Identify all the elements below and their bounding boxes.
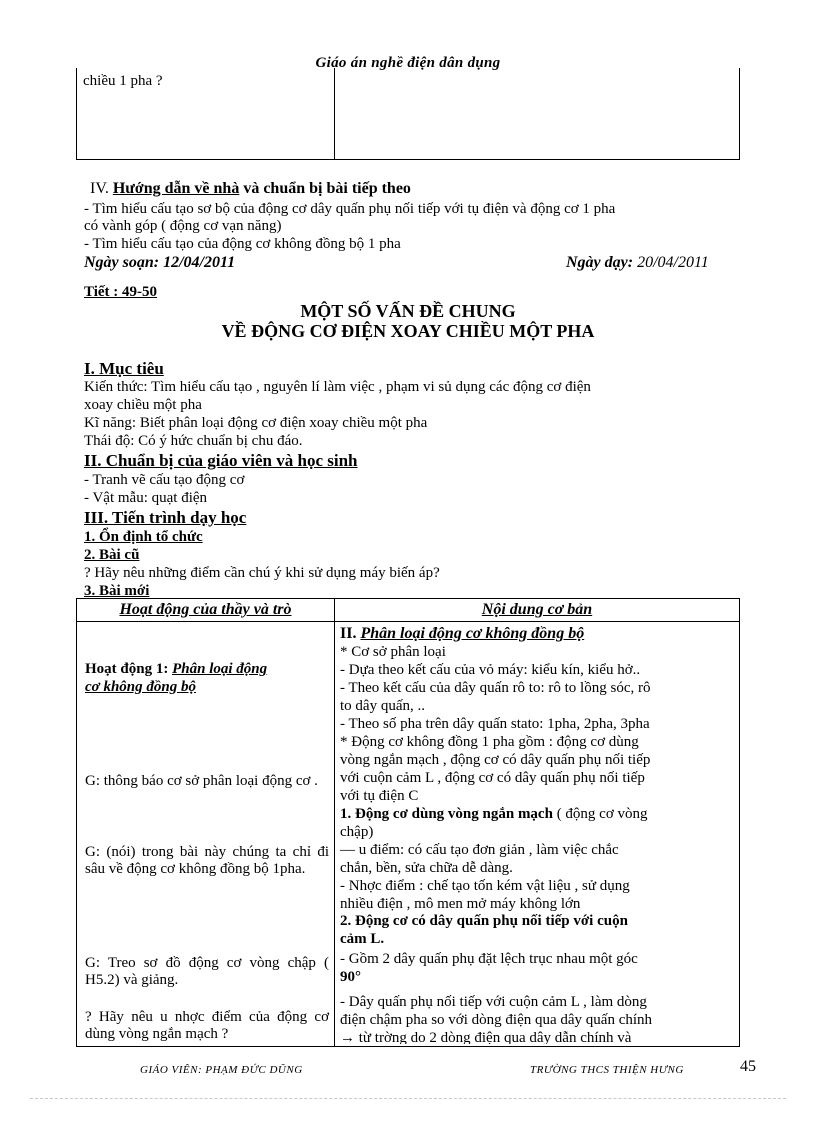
section-i-heading: I. Mục tiêu	[84, 359, 164, 378]
section-iv-heading-underlined: Hướng dẫn về nhà	[112, 180, 240, 197]
activity-1-title-cont: cơ không đồng bộ	[85, 679, 196, 695]
content-line: to dây quấn, ..	[340, 698, 425, 714]
footer-school: TRƯỜNG THCS THIỆN HƯNG	[530, 1064, 684, 1076]
content-line: nhiều điện , mô men mở máy không lớn	[340, 896, 581, 912]
content-line: - Theo số pha trên dây quấn stato: 1pha, 2pha, 3pha	[340, 716, 650, 732]
lesson-activity-table	[76, 598, 740, 1047]
page-header-title: Giáo án nghề điện dân dụng	[315, 55, 501, 71]
content-line: - Dựa theo kết cấu của vỏ máy: kiểu kín, kiểu hở..	[340, 662, 641, 678]
column-header-activities: Hoạt động của thầy và trò	[119, 601, 292, 618]
content-heading: II. Phân loại động cơ không đồng bộ	[340, 625, 585, 642]
content-line: điện chậm pha so với dòng điện qua dây quấn chính	[340, 1012, 653, 1028]
content-subheading: 1. Động cơ dùng vòng ngắn mạch ( động cơ vòng	[340, 806, 648, 822]
content-line: chập)	[340, 824, 374, 840]
teacher-note: G: (nói) trong bài này chúng ta chỉ đi sâu về động cơ không đồng bộ 1pha.	[85, 844, 329, 877]
preparation-item: - Vật mẫu: quạt điện	[84, 490, 208, 506]
content-line: với cuộn cảm L , động cơ có dây quấn phụ nối tiếp	[340, 770, 645, 786]
footer-teacher: GIÁO VIÊN: PHẠM ĐỨC DŨNG	[140, 1064, 303, 1076]
section-iv-heading: IV. Hướng dẫn về nhà và chuẩn bị bài tiếp theo	[90, 180, 411, 197]
column-header-content: Nội dung cơ bản	[481, 601, 593, 618]
content-line: - Nhợc điểm : chế tạo tốn kém vật liệu , sử dụng	[340, 878, 630, 894]
lesson-title-line1: MỘT SỐ VẤN ĐỀ CHUNG	[300, 301, 516, 321]
review-question: ? Hãy nêu những điểm cần chú ý khi sử dụng máy biến áp?	[84, 565, 440, 581]
table-header-divider	[77, 621, 739, 622]
table-column-divider	[334, 68, 335, 159]
section-iv-line: - Tìm hiểu cấu tạo của động cơ không đồng bộ 1 pha	[84, 236, 401, 252]
content-line: với tụ điện C	[340, 788, 419, 804]
lesson-period: Tiết : 49-50	[84, 284, 158, 300]
content-line: * Động cơ không đồng 1 pha gồm : động cơ dùng	[340, 734, 639, 750]
content-line: - Theo kết cấu của dây quấn rô to: rô to lồng sóc, rô	[340, 680, 651, 696]
content-line: chắn, bền, sửa chữa dễ dàng.	[340, 860, 513, 876]
teacher-note: G: Treo sơ đồ động cơ vòng chập ( H5.2) và giảng.	[85, 955, 329, 988]
objective-line: Kiến thức: Tìm hiểu cấu tạo , nguyên lí làm việc , phạm vi sủ dụng các động cơ điện	[84, 379, 591, 395]
objective-line: Thái độ: Có ý hức chuẩn bị chu đáo.	[84, 433, 303, 449]
section-iv-line: - Tìm hiểu cấu tạo sơ bộ của động cơ dây quấn phụ nối tiếp với tụ điện và động cơ 1 pha	[84, 201, 616, 217]
section-ii-heading: II. Chuẩn bị của giáo viên và học sinh	[84, 451, 358, 470]
content-line: → từ trờng do 2 dòng điện qua dây dẫn chính và	[340, 1030, 632, 1044]
activity-1-title: Hoạt động 1: Phân loại động	[85, 661, 268, 677]
objective-line: xoay chiều một pha	[84, 397, 202, 413]
content-line: - Gồm 2 dây quấn phụ đặt lệch trục nhau một góc	[340, 951, 638, 967]
step-new-lesson: 3. Bài mới	[84, 583, 150, 599]
objective-line: Kĩ năng: Biết phân loại động cơ điện xoay chiều một pha	[84, 415, 428, 431]
content-line: 90°	[340, 969, 361, 985]
teacher-question: ? Hãy nêu u nhợc điểm của động cơ dùng vòng ngắn mạch ?	[85, 1009, 329, 1042]
content-line: * Cơ sở phân loại	[340, 644, 446, 660]
step-old-lesson: 2. Bài cũ	[84, 547, 140, 563]
page-number: 45	[740, 1058, 756, 1075]
preparation-date: Ngày soạn: 12/04/2011	[84, 254, 236, 271]
content-line: — u điểm: có cấu tạo đơn giản , làm việc chắc	[340, 842, 619, 858]
content-line: - Dây quấn phụ nối tiếp với cuộn cảm L , làm dòng	[340, 994, 647, 1010]
previous-table-fragment	[76, 68, 740, 160]
table-cell-text: chiều 1 pha ?	[83, 73, 163, 89]
step-organization: 1. Ổn định tổ chức	[84, 529, 203, 545]
content-line: vòng ngắn mạch , động cơ có dây quấn phụ nối tiếp	[340, 752, 651, 768]
preparation-item: - Tranh vẽ cấu tạo động cơ	[84, 472, 245, 488]
table-column-divider	[334, 599, 335, 1046]
section-iv-line: có vành góp ( động cơ vạn năng)	[84, 218, 282, 234]
teacher-note: G: thông báo cơ sở phân loại động cơ .	[85, 773, 318, 789]
lesson-title-line2: VỀ ĐỘNG CƠ ĐIỆN XOAY CHIỀU MỘT PHA	[221, 321, 595, 341]
content-subheading: cảm L.	[340, 931, 385, 947]
content-subheading: 2. Động cơ có dây quấn phụ nối tiếp với cuộn	[340, 913, 628, 929]
teaching-date: Ngày dạy: 20/04/2011	[566, 254, 709, 271]
section-iii-heading: III. Tiến trình dạy học	[84, 508, 247, 527]
page-bottom-divider	[30, 1098, 786, 1099]
